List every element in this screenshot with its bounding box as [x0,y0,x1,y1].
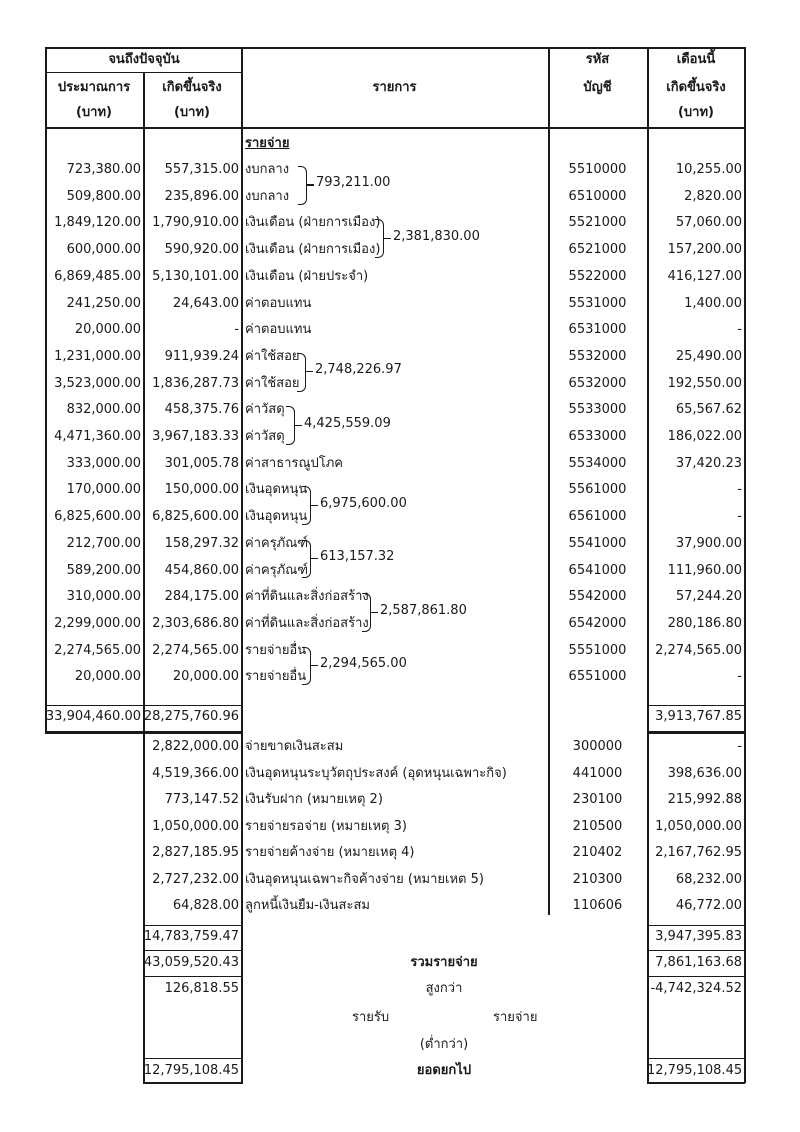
row-estimate: 1,231,000.00 [54,349,141,364]
row-item: เงินเดือน (ฝ่ายการเมือง) [245,215,381,230]
row-actual: 1,836,287.73 [152,376,239,391]
brace-bracket [286,406,295,445]
lower-right-border [744,733,746,1083]
other-row-item: เงินอุดหนุนระบุวัตถุประสงค์ (อุดหนุนเฉพาะกิจ) [245,766,507,781]
other-row-item: รายจ่ายรอจ่าย (หมายเหตุ 3) [245,819,407,834]
col-divider-actual [241,47,243,1083]
actual-header: เกิดขึ้นจริง [162,80,222,95]
carry-month: 12,795,108.45 [647,1063,743,1078]
row-item: ค่าตอบแทน [245,296,312,311]
row-estimate: 589,200.00 [66,563,141,578]
row-code: 5541000 [568,536,627,551]
actual-unit: (บาท) [173,105,210,120]
table-top-border [45,47,745,49]
other-row-month: 68,232.00 [675,872,742,887]
other-row-month: 1,050,000.00 [655,819,742,834]
brace-tick [311,505,318,506]
row-code: 6510000 [568,189,627,204]
estimate-header: ประมาณการ [57,80,131,95]
row-estimate: 6,825,600.00 [54,509,141,524]
row-month: 280,186.80 [667,616,742,631]
row-code: 5521000 [568,215,627,230]
section-title: รายจ่าย [245,136,290,151]
row-actual: - [234,322,239,337]
row-code: 6521000 [568,242,627,257]
brace-tick [295,425,302,426]
row-estimate: 20,000.00 [74,669,141,684]
other-row-month: 398,636.00 [667,766,742,781]
other-row-actual: 4,519,366.00 [152,766,239,781]
row-item: เงินอุดหนุน [245,509,308,524]
other-row-code: 210300 [572,872,623,887]
row-item: เงินเดือน (ฝ่ายประจำ) [245,269,369,284]
total-top-right [647,950,745,951]
row-actual: 590,920.00 [164,242,239,257]
brace-tick [307,184,314,185]
code-header-2: บัญชี [583,80,612,95]
row-month: 37,420.23 [675,456,742,471]
subtotal-rule-top-right [647,705,745,706]
row-month: 57,060.00 [675,215,742,230]
brace-total: 2,748,226.97 [315,362,402,378]
brace-tick [306,371,313,372]
row-actual: 458,375.76 [164,402,239,417]
other-row-code: 230100 [572,792,623,807]
brace-tick [384,238,391,239]
row-code: 6551000 [568,669,627,684]
row-month: 10,255.00 [675,162,742,177]
diff-top-right [647,976,745,977]
row-item: งบกลาง [245,189,290,204]
row-estimate: 4,471,360.00 [54,429,141,444]
diff-actual: 126,818.55 [164,981,239,996]
row-code: 5531000 [568,296,627,311]
row-actual: 235,896.00 [164,189,239,204]
row-item: ค่าวัสดุ [245,429,285,444]
items-header: รายการ [372,80,417,95]
estimate-unit: (บาท) [75,105,112,120]
brace-total: 613,157.32 [320,549,395,565]
row-month: 157,200.00 [667,242,742,257]
carry-bottom-left [143,1082,243,1084]
row-code: 5534000 [568,456,627,471]
row-estimate: 212,700.00 [66,536,141,551]
row-item: รายจ่ายอื่น [245,643,307,658]
carry-label: ยอดยกไป [416,1063,472,1078]
brace-tick [311,665,318,666]
diff-income: รายรับ [352,1010,390,1025]
brace-bracket [297,353,306,392]
row-month: 2,820.00 [684,189,742,204]
row-actual: 5,130,101.00 [152,269,239,284]
cumulative-group-header: จนถึงปัจจุบัน [108,52,180,67]
header-bottom-border [45,127,745,129]
row-month: 192,550.00 [667,376,742,391]
row-month: 25,490.00 [675,349,742,364]
row-estimate: 6,869,485.00 [54,269,141,284]
row-actual: 6,825,600.00 [152,509,239,524]
month-header: เดือนนี้ [676,52,716,67]
row-month: 111,960.00 [667,563,742,578]
row-item: ค่าครุภัณฑ์ [245,563,309,578]
other-row-actual: 64,828.00 [172,898,239,913]
brace-bracket [302,647,311,686]
row-estimate: 600,000.00 [66,242,141,257]
row-month: 416,127.00 [667,269,742,284]
row-month: 37,900.00 [675,536,742,551]
row-actual: 454,860.00 [164,563,239,578]
row-item: ค่าวัสดุ [245,402,285,417]
row-code: 6531000 [568,322,627,337]
other-subtotal-top-right [647,925,745,926]
row-code: 5561000 [568,482,627,497]
row-estimate: 1,849,120.00 [54,215,141,230]
row-code: 5522000 [568,269,627,284]
row-code: 6541000 [568,563,627,578]
row-code: 6561000 [568,509,627,524]
row-actual: 3,967,183.33 [152,429,239,444]
row-code: 6533000 [568,429,627,444]
other-row-actual: 1,050,000.00 [152,819,239,834]
total-month: 7,861,163.68 [655,955,742,970]
table-right-border [744,47,746,733]
other-row-item: เงินรับฝาก (หมายเหตุ 2) [245,792,383,807]
row-item: ค่าตอบแทน [245,322,312,337]
diff-higher: สูงกว่า [425,981,463,996]
row-actual: 2,274,565.00 [152,643,239,658]
row-estimate: 170,000.00 [66,482,141,497]
row-item: ค่าใช้สอย [245,349,300,364]
other-row-actual: 773,147.52 [164,792,239,807]
row-actual: 20,000.00 [172,669,239,684]
diff-month: -4,742,324.52 [650,981,742,996]
other-row-month: 2,167,762.95 [655,845,742,860]
brace-bracket [302,540,311,579]
other-row-actual: 2,727,232.00 [152,872,239,887]
other-row-month: - [737,739,742,754]
row-actual: 911,939.24 [164,349,239,364]
row-actual: 1,790,910.00 [152,215,239,230]
row-actual: 284,175.00 [164,589,239,604]
other-row-actual: 2,822,000.00 [152,739,239,754]
brace-tick [371,612,378,613]
row-actual: 2,303,686.80 [152,616,239,631]
row-month: - [737,322,742,337]
row-month: 1,400.00 [684,296,742,311]
row-code: 6532000 [568,376,627,391]
subtotal-actual: 28,275,760.96 [143,709,239,724]
row-actual: 557,315.00 [164,162,239,177]
other-row-month: 46,772.00 [675,898,742,913]
subtotal-month: 3,913,767.85 [655,709,742,724]
row-code: 6542000 [568,616,627,631]
subtotal-estimate: 33,904,460.00 [45,709,141,724]
brace-bracket [302,486,311,525]
carry-bottom-right [647,1082,745,1084]
subtotal-double-right [647,733,745,734]
row-estimate: 832,000.00 [66,402,141,417]
other-row-item: ลูกหนี้เงินยืม-เงินสะสม [245,898,370,913]
row-month: - [737,482,742,497]
other-row-item: จ่ายขาดเงินสะสม [245,739,344,754]
row-estimate: 3,523,000.00 [54,376,141,391]
brace-bracket [298,166,307,205]
brace-total: 6,975,600.00 [320,495,407,511]
brace-total: 2,587,861.80 [380,602,467,618]
brace-tick [311,558,318,559]
other-subtotal-actual: 14,783,759.47 [143,929,239,944]
brace-bracket [362,593,371,632]
row-estimate: 723,380.00 [66,162,141,177]
row-estimate: 509,800.00 [66,189,141,204]
row-item: ค่าที่ดินและสิ่งก่อสร้าง [245,616,369,631]
row-actual: 24,643.00 [172,296,239,311]
other-subtotal-month: 3,947,395.83 [655,929,742,944]
row-code: 5542000 [568,589,627,604]
row-item: รายจ่ายอื่น [245,669,307,684]
row-code: 5533000 [568,402,627,417]
diff-lower: (ต่ำกว่า) [419,1037,469,1052]
row-month: - [737,669,742,684]
row-month: 57,244.20 [675,589,742,604]
row-estimate: 333,000.00 [66,456,141,471]
month-actual-header: เกิดขึ้นจริง [666,80,726,95]
brace-total: 2,294,565.00 [320,655,407,671]
row-month: 186,022.00 [667,429,742,444]
other-row-item: รายจ่ายค้างจ่าย (หมายเหตุ 4) [245,845,415,860]
other-row-code: 210500 [572,819,623,834]
row-month: 2,274,565.00 [655,643,742,658]
row-item: เงินอุดหนุน [245,482,308,497]
other-row-code: 300000 [572,739,623,754]
row-item: ค่าที่ดินและสิ่งก่อสร้าง [245,589,369,604]
total-top-left [143,950,243,951]
other-row-item: เงินอุดหนุนเฉพาะกิจค้างจ่าย (หมายเหต 5) [245,872,484,887]
carry-top-right [647,1058,745,1059]
row-item: ค่าสาธารณูปโภค [245,456,344,471]
row-actual: 158,297.32 [164,536,239,551]
row-code: 5510000 [568,162,627,177]
code-header-1: รหัส [585,52,610,67]
row-code: 5551000 [568,643,627,658]
brace-total: 793,211.00 [316,175,391,191]
diff-expense: รายจ่าย [493,1010,538,1025]
row-code: 5532000 [568,349,627,364]
diff-top-left [143,976,243,977]
row-estimate: 20,000.00 [74,322,141,337]
row-estimate: 2,274,565.00 [54,643,141,658]
brace-total: 2,381,830.00 [393,228,480,244]
other-row-actual: 2,827,185.95 [152,845,239,860]
total-label: รวมรายจ่าย [410,955,478,970]
other-subtotal-top-left [143,925,243,926]
brace-total: 4,425,559.09 [304,415,391,431]
brace-bracket [375,219,384,258]
total-actual: 43,059,520.43 [143,955,239,970]
row-actual: 150,000.00 [164,482,239,497]
row-estimate: 2,299,000.00 [54,616,141,631]
row-item: ค่าใช้สอย [245,376,300,391]
row-item: ค่าครุภัณฑ์ [245,536,309,551]
row-month: - [737,509,742,524]
row-item: งบกลาง [245,162,290,177]
month-unit: (บาท) [677,105,714,120]
row-actual: 301,005.78 [164,456,239,471]
other-row-code: 441000 [572,766,623,781]
carry-actual: 12,795,108.45 [143,1063,239,1078]
subtotal-rule-top-left [45,705,243,706]
row-estimate: 241,250.00 [66,296,141,311]
other-row-code: 210402 [572,845,623,860]
row-month: 65,567.62 [675,402,742,417]
other-row-code: 110606 [572,898,623,913]
row-estimate: 310,000.00 [66,589,141,604]
carry-top-left [143,1058,243,1059]
other-row-month: 215,992.88 [667,792,742,807]
row-item: เงินเดือน (ฝ่ายการเมือง) [245,242,381,257]
